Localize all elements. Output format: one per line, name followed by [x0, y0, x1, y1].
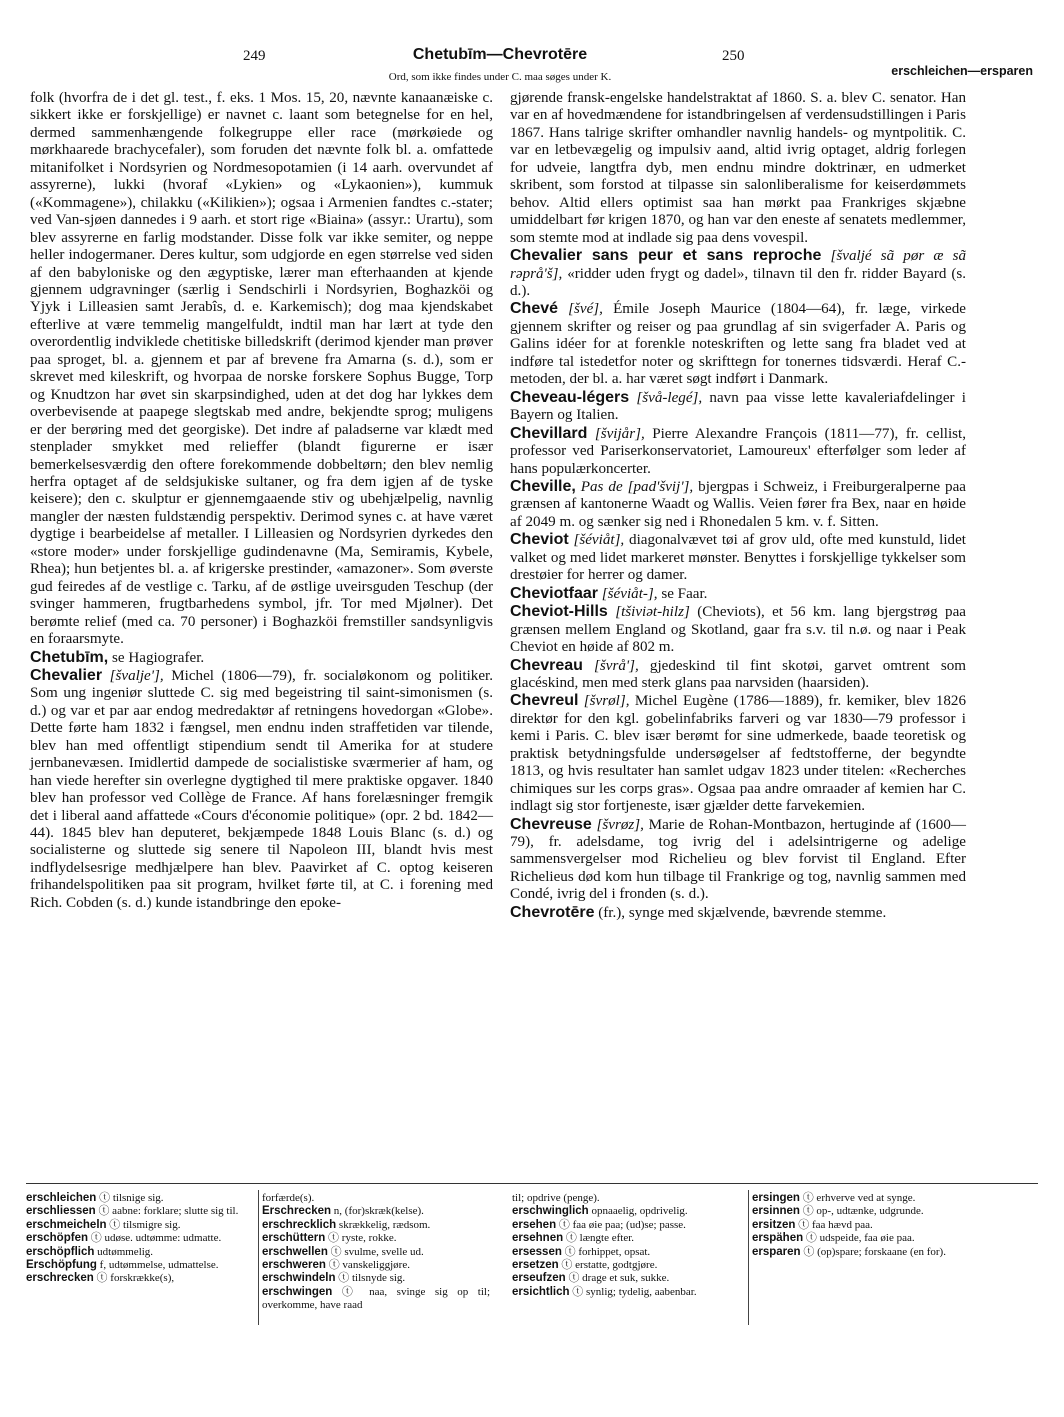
glossary-definition: ⓣ svulme, svelle ud.: [327, 1245, 424, 1258]
entry-text: (Cheviots), et 56 km. lang bjergstrøg paa grænsen mellem England og Skotland, gaar fra s.v. til n.ø. og naar i Peak Cheviot en høide af 802 m.: [510, 604, 966, 656]
glossary-definition: ⓣ faa hævd paa.: [795, 1218, 873, 1231]
glossary-definition: forfærde(s).: [262, 1192, 315, 1204]
pronunciation: [švaljé sã pør æ sã rəprå'š],: [510, 248, 966, 282]
headword: Chevreuse: [510, 815, 592, 833]
glossary-word: erschwindeln: [262, 1272, 336, 1285]
glossary-definition: ⓣ vanskeliggjøre.: [325, 1259, 410, 1272]
glossary-entry: [752, 1232, 974, 1245]
glossary-entry: [262, 1219, 490, 1232]
glossary-definition: ⓣ tilsnige sig.: [96, 1192, 164, 1204]
glossary-definition: ⓣ synlig; tydelig, aabenbar.: [569, 1285, 697, 1298]
glossary-entry: [262, 1192, 490, 1205]
headword: Chevreul: [510, 692, 579, 710]
pronunciation: [švalje'],: [102, 667, 164, 684]
entry-text: folk (hvorfra de i det gl. test., f. eks. 1 Mos. 15, 20, nævnte kanaanæiske c. sikkert ikke er forskjellige) er navnet c. laant som betegnelse for en hel, dermed sammenhængende folkegruppe eller race (mørkøiede og mørkhaarede brachycefaler), som foruden det nævnte folk bl. a. omfattede mitanifolket i Nordsyrien og Nordmesopotamien (i 14 aarh. overvundet af assyrerne), lukki (hvoraf «Lykien» og «Lykaonien»), kummuk («Kommagene»), chilakku («Kilikien»); ogsaa i Armenien fandtes c.-stater; ved Van-sjøen dannedes i 9 aarh. et stort rige «Biaina» (assyr.: Urartu), som blev assyrerne en farlig modstander. Disse folk var ikke semiter, og neppe heller indogermaner. Deres kultur, som udgjorde en egen størrelse ved siden af den babyloniske og den ægyptiske, lærer man efterhaanden at kjende gjennem udgravninger (særlig i Sendschirli i Nordsyrien, Boghazköi og Yjyk i Lilleasien samt Jerabîs, d. e. Karkemisch); dog maa kjendskabet efterlive at være temmelig mangelfuldt, indtil man har lært at tyde den overordentlig indviklede chetitiske billedskrift (derimod kjender man prøver paa sproget, bl. a. gjennem et par af brevene fra Amarna (s. d.), som er skrevet med kileskrift, og hvorpaa de norske forskere Sophus Bugge, Torp og Knudtzon har øvet sin skarpsindighed, uden at det dog har lykkes dem overbevisende at paapege slegtskab med andre, bekjendte sprog; muligens er der berøring med det georgiske). Det indre af paladserne var klædt med stenplader smykket med relieffer (blandt figurerne er især bemerkelsesværdig den oftere forekommende dobbeltørn; den blev nemlig herfra optaget af de seldsjukiske sultaner, og fra dem igjen af de tyske keisere); den c. skulptur er gjennemgaaende stiv og ubehjælpelig, navnlig mangler der næsten fuldstændig perspektiv. Derimod synes c. at have været dygtige i bearbeidelse af metaller. I Lilleasien og Nordsyrien dyrkedes den «store moder» under forskjellige gudindenavne (Ma, Semiramis, Kybele, Rhea); hun betjentes bl. a. af krigerske prestinder, «amazoner». Som øverste gud feiredes af de vestlige c. Tarku, af de østlige uveirsguden Teschup (der svinger hammeren, frugtbarhedens symbol, jfr. Tor med Mjølner). Det berømte relief (med ca. 70 personer) i Boghazköi fremstiller sandsynligvis en foraarsmyte.: [30, 90, 493, 648]
right-column: [510, 90, 966, 922]
footer-column-divider: [258, 1190, 259, 1325]
footer-column-1: [26, 1192, 256, 1286]
glossary-definition: ⓣ faa øie paa; (ud)se; passe.: [556, 1218, 686, 1231]
glossary-word: erschliessen: [26, 1205, 96, 1218]
entry-cheviot-hills: [510, 603, 966, 656]
entry-cheviot: [510, 531, 966, 584]
entry-text: Émile Joseph Maurice (1804—64), fr. læge, virkede gjennem skrifter og reiser og paa grundlag af sin svigerfader A. Paris og Galins idéer for at forenkle noteskriften og lette sang fra bladet ved at indføre tal istedetfor noter og skrifttegn for tonernes tidsværdi. Heraf C.-metoden, der bl. a. har været søgt indført i Danmark.: [510, 301, 966, 388]
glossary-word: erschleichen: [26, 1192, 97, 1204]
headword: Cheviot-Hills: [510, 603, 608, 621]
glossary-definition: ⓣ ryste, rokke.: [325, 1232, 397, 1245]
glossary-entry: [262, 1232, 490, 1245]
pronunciation: [švé],: [558, 301, 603, 318]
glossary-word: erseufzen: [512, 1272, 566, 1285]
entry-text: Marie de Rohan-Montbazon, hertuginde af (1600—79), fr. adelsdame, tog ivrig del i adelsintrigerne og adelige sammensvergelser mod Richelieu og blev forvist til England. Efter Richelieus død kom hun tilbage til Frankrige og tog, navnlig sammen med Condé, ivrig del i fronden (s. d.).: [510, 816, 966, 903]
headword: Cheveau-légers: [510, 388, 630, 406]
pronunciation: [švrøl],: [578, 693, 630, 710]
glossary-entry: [262, 1246, 490, 1259]
pronunciation: [švrøz],: [591, 816, 644, 833]
headword: Chevreau: [510, 656, 583, 674]
glossary-word: erspähen: [752, 1232, 804, 1245]
glossary-entry: [512, 1246, 746, 1259]
entry-text: gjedeskind til fint skotøi, garvet omtrent som glacéskind, men med sterk glans paa narvsiden (haarsiden).: [510, 657, 966, 691]
entry-text: «ridder uden frygt og dadel», tilnavn til den fr. ridder Bayard (s. d.).: [510, 265, 966, 299]
entry-text: navn paa visse lette kavaleriafdelinger i Bayern og Italien.: [510, 389, 966, 424]
glossary-definition: ⓣ naa, svinge sig op til; overkomme, have raad: [262, 1285, 490, 1312]
glossary-word: erschwinglich: [512, 1205, 589, 1218]
headword: Chevrotēre: [510, 903, 595, 921]
entry-chetubim: [30, 649, 493, 667]
glossary-entry: [512, 1205, 746, 1218]
footer-column-2: [262, 1192, 490, 1313]
headword: Chevalier sans peur et sans reproche: [510, 247, 822, 265]
glossary-definition: f, udtømmelse, udmattelse.: [96, 1259, 219, 1272]
entry-cheviotfaar: [510, 585, 966, 603]
left-page-number: 249: [243, 48, 266, 64]
glossary-entry: [26, 1232, 256, 1245]
glossary-word: ersetzen: [512, 1259, 559, 1272]
footer-column-3: [512, 1192, 746, 1299]
entry-cheville: [510, 478, 966, 531]
glossary-word: erschwingen: [262, 1285, 333, 1298]
entry-text: bjergpas i Schweiz, i Freiburgeralperne paa grænsen af kantonerne Waadt og Wallis. Veien fører fra Bex, naar en høide af 2049 m. og sænker sig ned i Rhonedalen 5 km. v. f. Sitten.: [510, 478, 966, 530]
pronunciation: [tšiviət-hilz]: [607, 604, 690, 621]
headword: Cheviotfaar: [510, 584, 599, 602]
glossary-definition: n, (for)skræk(kelse).: [331, 1205, 424, 1218]
entry-chevillard: [510, 425, 966, 478]
glossary-word: ersingen: [752, 1192, 800, 1204]
pronunciation: [švå-legé],: [629, 389, 703, 406]
entry-text: gjørende fransk-engelske handelstraktat af 1860. S. a. blev C. senator. Han var en af hovedmændene for istandbringelsen af verdensudstillingen i Paris 1867. Hans talrige skrifter omhandler navnlig handels- og myntpolitik. C. var en letbevægelig og impulsiv aand, altid ivrig optaget, aldrig forlegen for udveie, langtfra dyb, men endnu mindre doktrinær, en udmerket skribent, som forstod at tilpasse sin salonliberalisme for keiserdømmets behov. Altid ellers optimist saa han mørkt paa Frankriges skjæbne umiddelbart før krigen 1870, og han var den eneste af senatets medlemmer, som stemte mod at indlade sig paa dens vovespil.: [510, 90, 966, 246]
glossary-entry: [26, 1259, 256, 1272]
left-column: [30, 90, 493, 912]
entry-chevreau: [510, 657, 966, 693]
pronunciation: [švijår],: [587, 425, 645, 442]
pronunciation: [šéviåt],: [568, 532, 625, 549]
glossary-word: erschöpfen: [26, 1232, 88, 1245]
glossary-entry: [262, 1272, 490, 1285]
glossary-word: erschüttern: [262, 1232, 326, 1245]
glossary-word: erschweren: [262, 1259, 326, 1272]
footer-column-4: [752, 1192, 974, 1259]
glossary-entry: [262, 1259, 490, 1272]
glossary-entry: [262, 1286, 490, 1313]
footer-running-head: erschleichen—ersparen: [891, 64, 1033, 78]
entry-sans-peur: [510, 247, 966, 300]
glossary-word: ersessen: [512, 1245, 562, 1258]
glossary-definition: ⓣ forskrække(s),: [93, 1272, 175, 1285]
glossary-word: ersparen: [752, 1245, 801, 1258]
glossary-entry: [752, 1205, 974, 1218]
glossary-definition: ⓣ udspeide, faa øie paa.: [803, 1232, 915, 1245]
glossary-definition: udtømmelig.: [94, 1245, 154, 1258]
glossary-word: Erschrecken: [262, 1205, 332, 1218]
entry-chevrotere: [510, 904, 966, 922]
glossary-entry: [752, 1219, 974, 1232]
entry-chevreuse: [510, 816, 966, 904]
footer-divider: [26, 1183, 1038, 1184]
glossary-word: ersichtlich: [512, 1285, 570, 1298]
glossary-entry: [512, 1219, 746, 1232]
glossary-definition: ⓣ erhverve ved at synge.: [799, 1192, 916, 1204]
glossary-entry: [26, 1246, 256, 1259]
glossary-entry: [752, 1192, 974, 1205]
footer-column-divider: [748, 1190, 749, 1325]
entry-cheveau-legers: [510, 389, 966, 425]
glossary-definition: til; opdrive (penge).: [512, 1192, 600, 1204]
glossary-entry: [26, 1205, 256, 1218]
glossary-definition: ⓣ (op)spare; forskaane (en for).: [800, 1245, 946, 1258]
glossary-word: ersitzen: [752, 1218, 796, 1231]
glossary-definition: ⓣ udøse. udtømme: udmatte.: [88, 1232, 222, 1245]
glossary-definition: ⓣ op-, udtænke, udgrunde.: [799, 1205, 924, 1218]
glossary-entry: [262, 1205, 490, 1218]
glossary-definition: ⓣ forhippet, opsat.: [561, 1245, 651, 1258]
glossary-entry: [512, 1232, 746, 1245]
entry-text: (fr.), synge med skjælvende, bævrende stemme.: [594, 904, 887, 921]
entry-text: diagonalvævet tøi af grov uld, ofte med kunstuld, lidet valket og med lidet markeret mønster. Benyttes i forskjellige tykkelser som drestøier for herrer og damer.: [510, 532, 966, 584]
page-title: Chetubīm—Chevrotēre: [412, 46, 588, 63]
glossary-word: erschwellen: [262, 1245, 328, 1258]
headword: Cheville,: [510, 477, 576, 495]
headword: Chevillard: [510, 424, 588, 442]
glossary-word: ersehnen: [512, 1232, 564, 1245]
glossary-definition: opnaaelig, opdrivelig.: [588, 1205, 688, 1218]
glossary-word: Erschöpfung: [26, 1259, 97, 1272]
glossary-definition: skrækkelig, rædsom.: [336, 1218, 431, 1231]
glossary-entry: [512, 1192, 746, 1205]
headword: Chevalier: [30, 666, 103, 684]
glossary-entry: [512, 1286, 746, 1299]
entry-text: se Hagiografer.: [108, 649, 205, 666]
pronunciation: Pas de [pad'švij'],: [575, 478, 694, 495]
glossary-entry: [26, 1219, 256, 1232]
glossary-definition: ⓣ tilsmigre sig.: [106, 1218, 181, 1231]
entry-chevalier: [30, 667, 493, 912]
glossary-entry: [26, 1272, 256, 1285]
entry-cheve: [510, 300, 966, 388]
entry-text: Pierre Alexandre François (1811—77), fr. cellist, professor ved Pariserkonservatoriet, Lamoureux' efterfølger som leder af hans populærkoncerter.: [510, 425, 966, 477]
glossary-word: erschöpflich: [26, 1245, 95, 1258]
entry-text: Michel Eugène (1786—1889), fr. kemiker, blev 1826 direktør for den kgl. gobelinfabriks farveri og var 1830—79 professor i kemi i Paris. C. blev især berømt for sine udmerkede, baade teoretisk og praktisk betydningsfulde undersøgelser af fedtstofferne, der begyndte 1813, og hvis resultater han samlet udgav 1823 under titelen: «Recherches chimiques sur les corps gras». Ogsaa paa andre omraader af kemien har C. indlagt sig stor fortjeneste, især gjælder dette farvekemien.: [510, 693, 967, 815]
glossary-word: ersinnen: [752, 1205, 800, 1218]
right-page-number: 250: [722, 48, 745, 64]
glossary-definition: ⓣ drage et suk, sukke.: [565, 1272, 670, 1285]
glossary-definition: ⓣ længte efter.: [563, 1232, 635, 1245]
glossary-word: ersehen: [512, 1218, 557, 1231]
glossary-entry: [512, 1259, 746, 1272]
headword: Chevé: [510, 300, 559, 318]
glossary-word: erschrecken: [26, 1272, 94, 1285]
glossary-word: erschrecklich: [262, 1218, 337, 1231]
glossary-entry: [512, 1272, 746, 1285]
headword: Cheviot: [510, 531, 569, 549]
glossary-word: erschmeicheln: [26, 1218, 107, 1231]
glossary-definition: ⓣ erstatte, godtgjøre.: [558, 1259, 658, 1272]
glossary-definition: ⓣ tilsnyde sig.: [335, 1272, 406, 1285]
glossary-definition: ⓣ aabne: forklare; slutte sig til.: [95, 1205, 239, 1218]
headword: Chetubīm,: [30, 648, 109, 666]
pronunciation: [šéviåt-],: [598, 585, 658, 602]
entry-text: Michel (1806—79), fr. socialøkonom og politiker. Som ung ingeniør sluttede C. sig med begeistring til saint-simonismen (s. d.) og var et par aar endog medredaktør af retningens hovedorgan «Globe». Dette førte ham 1832 i fængsel, men endnu inden straffetiden var tilende, blev han med offentligt stipendium sendt til Amerika for at studere jernbanevæsen. Imidlertid dampede de socialistiske sværmerier af ham, og han viede herefter sin overlegne dygtighed til mere praktiske opgaver. 1840 blev han professor ved Collège de France. Af hans forelæsninger fremgik det i liberal aand affattede «Cours d'économie politique» (opr. 2 bd. 1842—44). 1845 blev han deputeret, bekjæmpede 1848 Louis Blanc (s. d.) og socialisterne og sluttede sig senere til Napoleon III, blandt hvis mest indflydelsesrige medhjælpere han blev. Paavirket af C. optog keiseren frihandelspolitiken paa sit program, hvilket førte til, at C. i forening med Rich. Cobden (s. d.) kunde istandbringe den epoke-: [30, 667, 493, 911]
entry-chevreul: [510, 692, 966, 815]
pronunciation: [švrå'],: [582, 657, 639, 674]
glossary-entry: [26, 1192, 256, 1205]
header-note: Ord, som ikke findes under C. maa søges under K.: [388, 71, 612, 83]
glossary-entry: [752, 1246, 974, 1259]
entry-text: se Faar.: [657, 585, 708, 602]
